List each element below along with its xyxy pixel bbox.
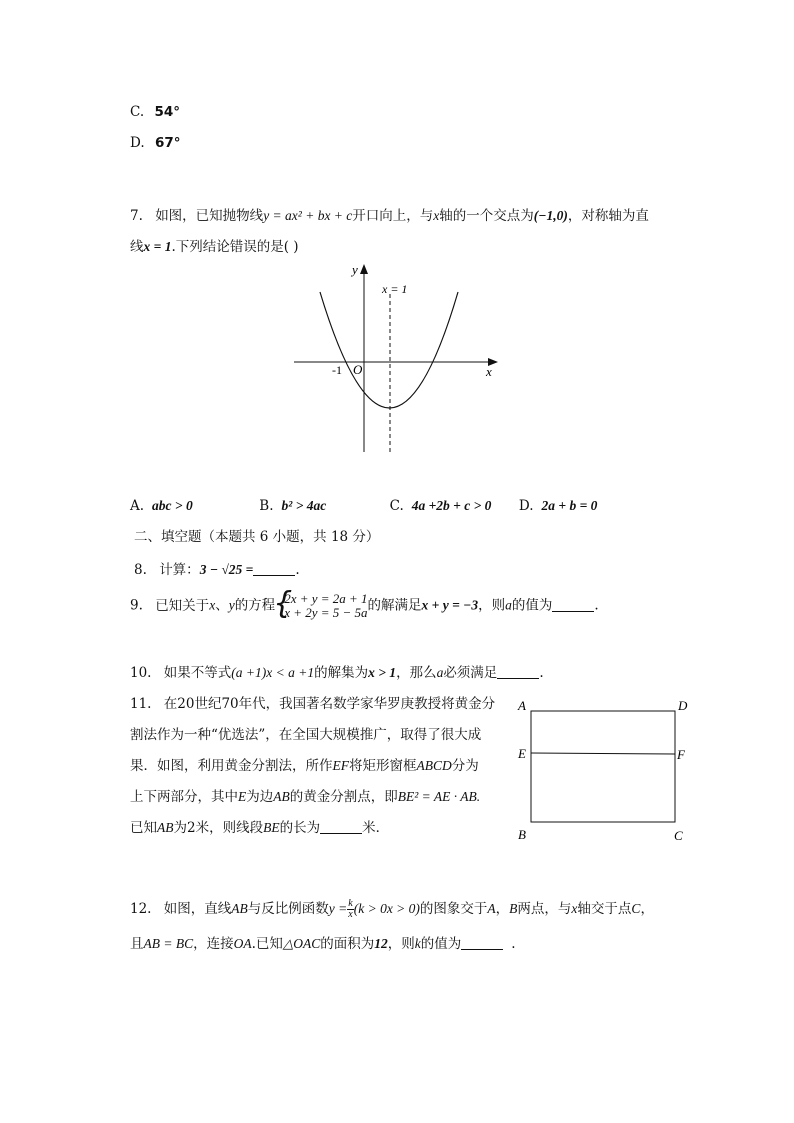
y-axis-arrow xyxy=(360,264,368,274)
label-e: E xyxy=(518,746,526,761)
math: x xyxy=(209,597,216,613)
question-number: 12. xyxy=(130,901,152,917)
question-number: 10. xyxy=(130,665,152,681)
answer-blank[interactable] xyxy=(253,561,295,576)
question-9 xyxy=(130,592,599,620)
segment-ef xyxy=(531,753,675,754)
math: 3 − √25 = xyxy=(199,562,254,577)
option-b[interactable]: B. b² > 4ac xyxy=(259,498,327,514)
label-b: B xyxy=(518,827,526,842)
text: 如果不等式 xyxy=(163,665,232,681)
text: 的解满足 xyxy=(367,597,422,614)
answer-blank[interactable] xyxy=(320,819,362,834)
question-11-line4: 上下两部分，其中E为边AB的黄金分割点，即BE² = AE · AB. xyxy=(130,789,481,805)
math: x = 1 xyxy=(143,239,172,254)
text: 在20世纪70年代，我国著名数学家华罗庚教授将黄金分 xyxy=(163,696,496,712)
question-11-line2: 割法作为一种“优选法”，在全国大规模推广，取得了很大成 xyxy=(130,727,482,743)
text: 的值为 xyxy=(511,597,553,614)
math: a xyxy=(505,597,512,613)
answer-blank[interactable] xyxy=(497,664,539,679)
neg-one-label: -1 xyxy=(332,363,342,377)
rectangle-abcd xyxy=(531,711,675,822)
math: (−1,0) xyxy=(533,208,568,223)
text: ，对称轴为直 xyxy=(567,208,649,224)
text: 轴的一个交点为 xyxy=(439,208,534,224)
x-label: x xyxy=(486,364,492,379)
option-d[interactable]: D. 2a + b = 0 xyxy=(518,498,598,514)
question-number: 7. xyxy=(130,208,143,224)
label-d: D xyxy=(678,698,688,713)
option-d-prev xyxy=(130,133,180,153)
text: 开口向上，与 xyxy=(352,208,434,224)
math: a xyxy=(436,665,444,680)
question-8 xyxy=(134,560,300,580)
math: x xyxy=(433,208,440,223)
answer-blank[interactable] xyxy=(461,935,503,950)
question-10 xyxy=(130,663,544,683)
question-11-line3: 果．如图，利用黄金分割法，所作EF将矩形窗框ABCD分为 xyxy=(130,758,479,774)
text: 、 xyxy=(215,597,229,614)
text: .下列结论错误的是( ) xyxy=(171,239,299,255)
option-letter: D. xyxy=(130,135,145,151)
fraction-k-over-x: $\frac{k}{x}$ xyxy=(348,898,353,920)
question-7-options xyxy=(130,496,597,516)
label-f: F xyxy=(677,747,685,762)
text: . xyxy=(295,562,300,578)
label-c: C xyxy=(674,828,683,843)
symmetry-axis-label: x = 1 xyxy=(382,282,408,296)
origin-label: O xyxy=(353,362,363,377)
text: 的解集为 xyxy=(314,665,369,681)
question-7-line1 xyxy=(130,206,649,226)
answer-blank[interactable] xyxy=(552,597,594,612)
text: 的方程 xyxy=(234,597,276,614)
math: x > 1 xyxy=(368,665,397,680)
label-a: A xyxy=(518,698,526,713)
text: 必须满足 xyxy=(443,665,498,681)
text: . xyxy=(539,665,544,681)
equation-system: { 2x + y = 2a + 1 x + 2y = 5 − 5a xyxy=(275,592,367,620)
question-7-line2 xyxy=(130,237,299,257)
option-value: 54° xyxy=(154,104,180,120)
parabola-curve xyxy=(320,292,458,408)
y-label: y xyxy=(352,262,358,277)
math: y xyxy=(228,597,235,613)
question-12-line2: 且AB = BC，连接OA.已知△OAC的面积为12，则k的值为 . xyxy=(130,936,516,952)
question-11-line5: 已知AB为2米，则线段BE的长为 米． xyxy=(130,820,390,836)
parabola-figure xyxy=(280,258,510,458)
question-12-line1: 12. 如图，直线AB与反比例函数y = $\frac{k}{x}$ (k > 0x > 0)的图象交于A，B两点，与x轴交于点C， xyxy=(130,898,654,920)
question-11-line1 xyxy=(130,694,495,714)
question-number: 9. xyxy=(130,597,143,614)
rectangle-window-figure xyxy=(510,694,696,846)
text: ，那么 xyxy=(396,665,437,681)
text: 线 xyxy=(130,239,144,255)
math: y = ax² + bx + c xyxy=(263,208,353,223)
section-2-heading: 二、填空题（本题共 6 小题，共 18 分） xyxy=(134,529,380,545)
text: 计算： xyxy=(159,562,200,578)
option-c-prev xyxy=(130,102,180,122)
text: . xyxy=(594,597,599,614)
text: 如图，已知抛物线 xyxy=(155,208,264,224)
question-number: 8. xyxy=(134,562,147,578)
text: ，则 xyxy=(478,597,506,614)
question-number: 11. xyxy=(130,696,152,712)
text: 已知关于 xyxy=(155,597,210,614)
option-value: 67° xyxy=(154,135,181,151)
option-letter: C. xyxy=(130,104,145,120)
math: (a +1)x < a +1 xyxy=(231,665,315,680)
option-c[interactable]: C. 4a +2b + c > 0 xyxy=(389,498,492,514)
option-a[interactable]: A. abc > 0 xyxy=(130,498,193,514)
math: x + y = −3 xyxy=(421,597,479,613)
